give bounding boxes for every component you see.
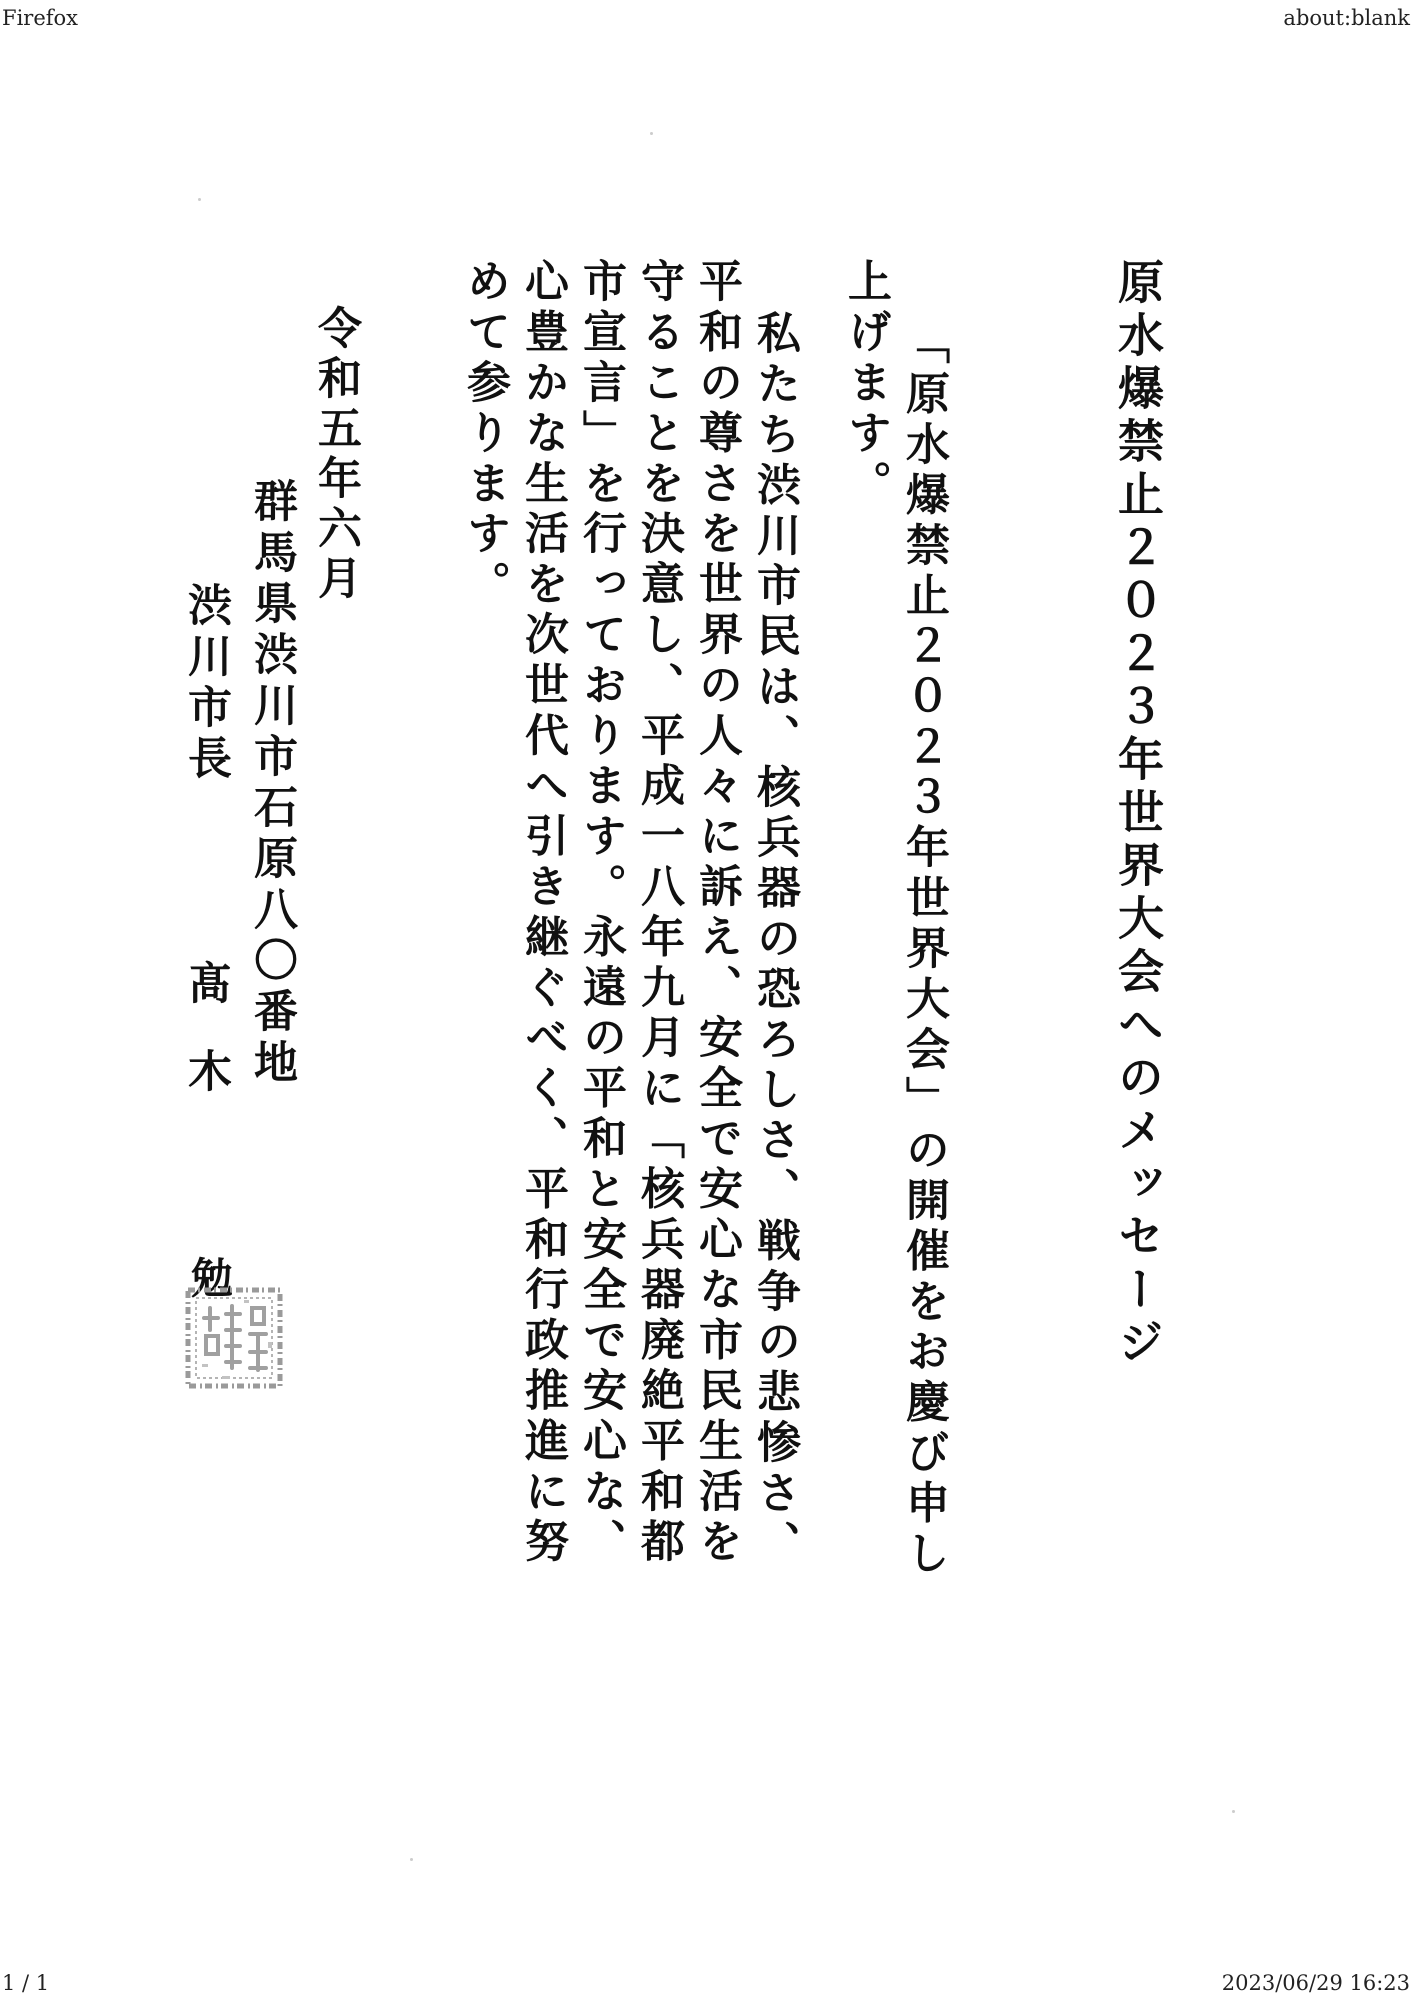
letter-title: 原水爆禁止２０２３年世界大会へのメッセージ <box>1111 258 1165 1371</box>
signer-title: 渋川市長 <box>180 582 231 786</box>
scan-speck <box>650 132 653 135</box>
page-indicator: 1 / 1 <box>2 1971 50 1995</box>
sender-address: 群馬県渋川市石原八〇番地 <box>246 478 297 1090</box>
body-line-8: めて参ります。 <box>459 258 510 611</box>
signer-name: 髙木 <box>180 960 231 1136</box>
page-url: about:blank <box>1283 6 1410 30</box>
browser-app-name: Firefox <box>2 6 79 30</box>
signer-given-name: 勉 <box>185 1256 234 1298</box>
official-seal-icon <box>182 1284 286 1392</box>
body-line-2: 上げます。 <box>840 258 891 510</box>
scan-speck <box>198 198 201 201</box>
body-line-5: 守ることを決意し、平成一八年九月に「核兵器廃絶平和都 <box>633 258 684 1569</box>
scan-speck <box>1232 1810 1235 1813</box>
body-line-1: 「原水爆禁止２０２３年世界大会」の開催をお慶び申し <box>898 320 949 1580</box>
body-line-4: 平和の尊さを世界の人々に訴え、安全で安心な市民生活を <box>691 258 742 1569</box>
body-line-3: 私たち渋川市民は、核兵器の恐ろしさ、戦争の悲惨さ、 <box>749 310 800 1570</box>
print-timestamp: 2023/06/29 16:23 <box>1221 1971 1410 1995</box>
scan-speck <box>410 1858 413 1861</box>
body-line-7: 心豊かな生活を次世代へ引き継ぐべく、平和行政推進に努 <box>517 258 568 1569</box>
body-line-6: 市宣言」を行っております。永遠の平和と安全で安心な、 <box>575 258 626 1569</box>
letter-date: 令和五年六月 <box>310 305 361 605</box>
